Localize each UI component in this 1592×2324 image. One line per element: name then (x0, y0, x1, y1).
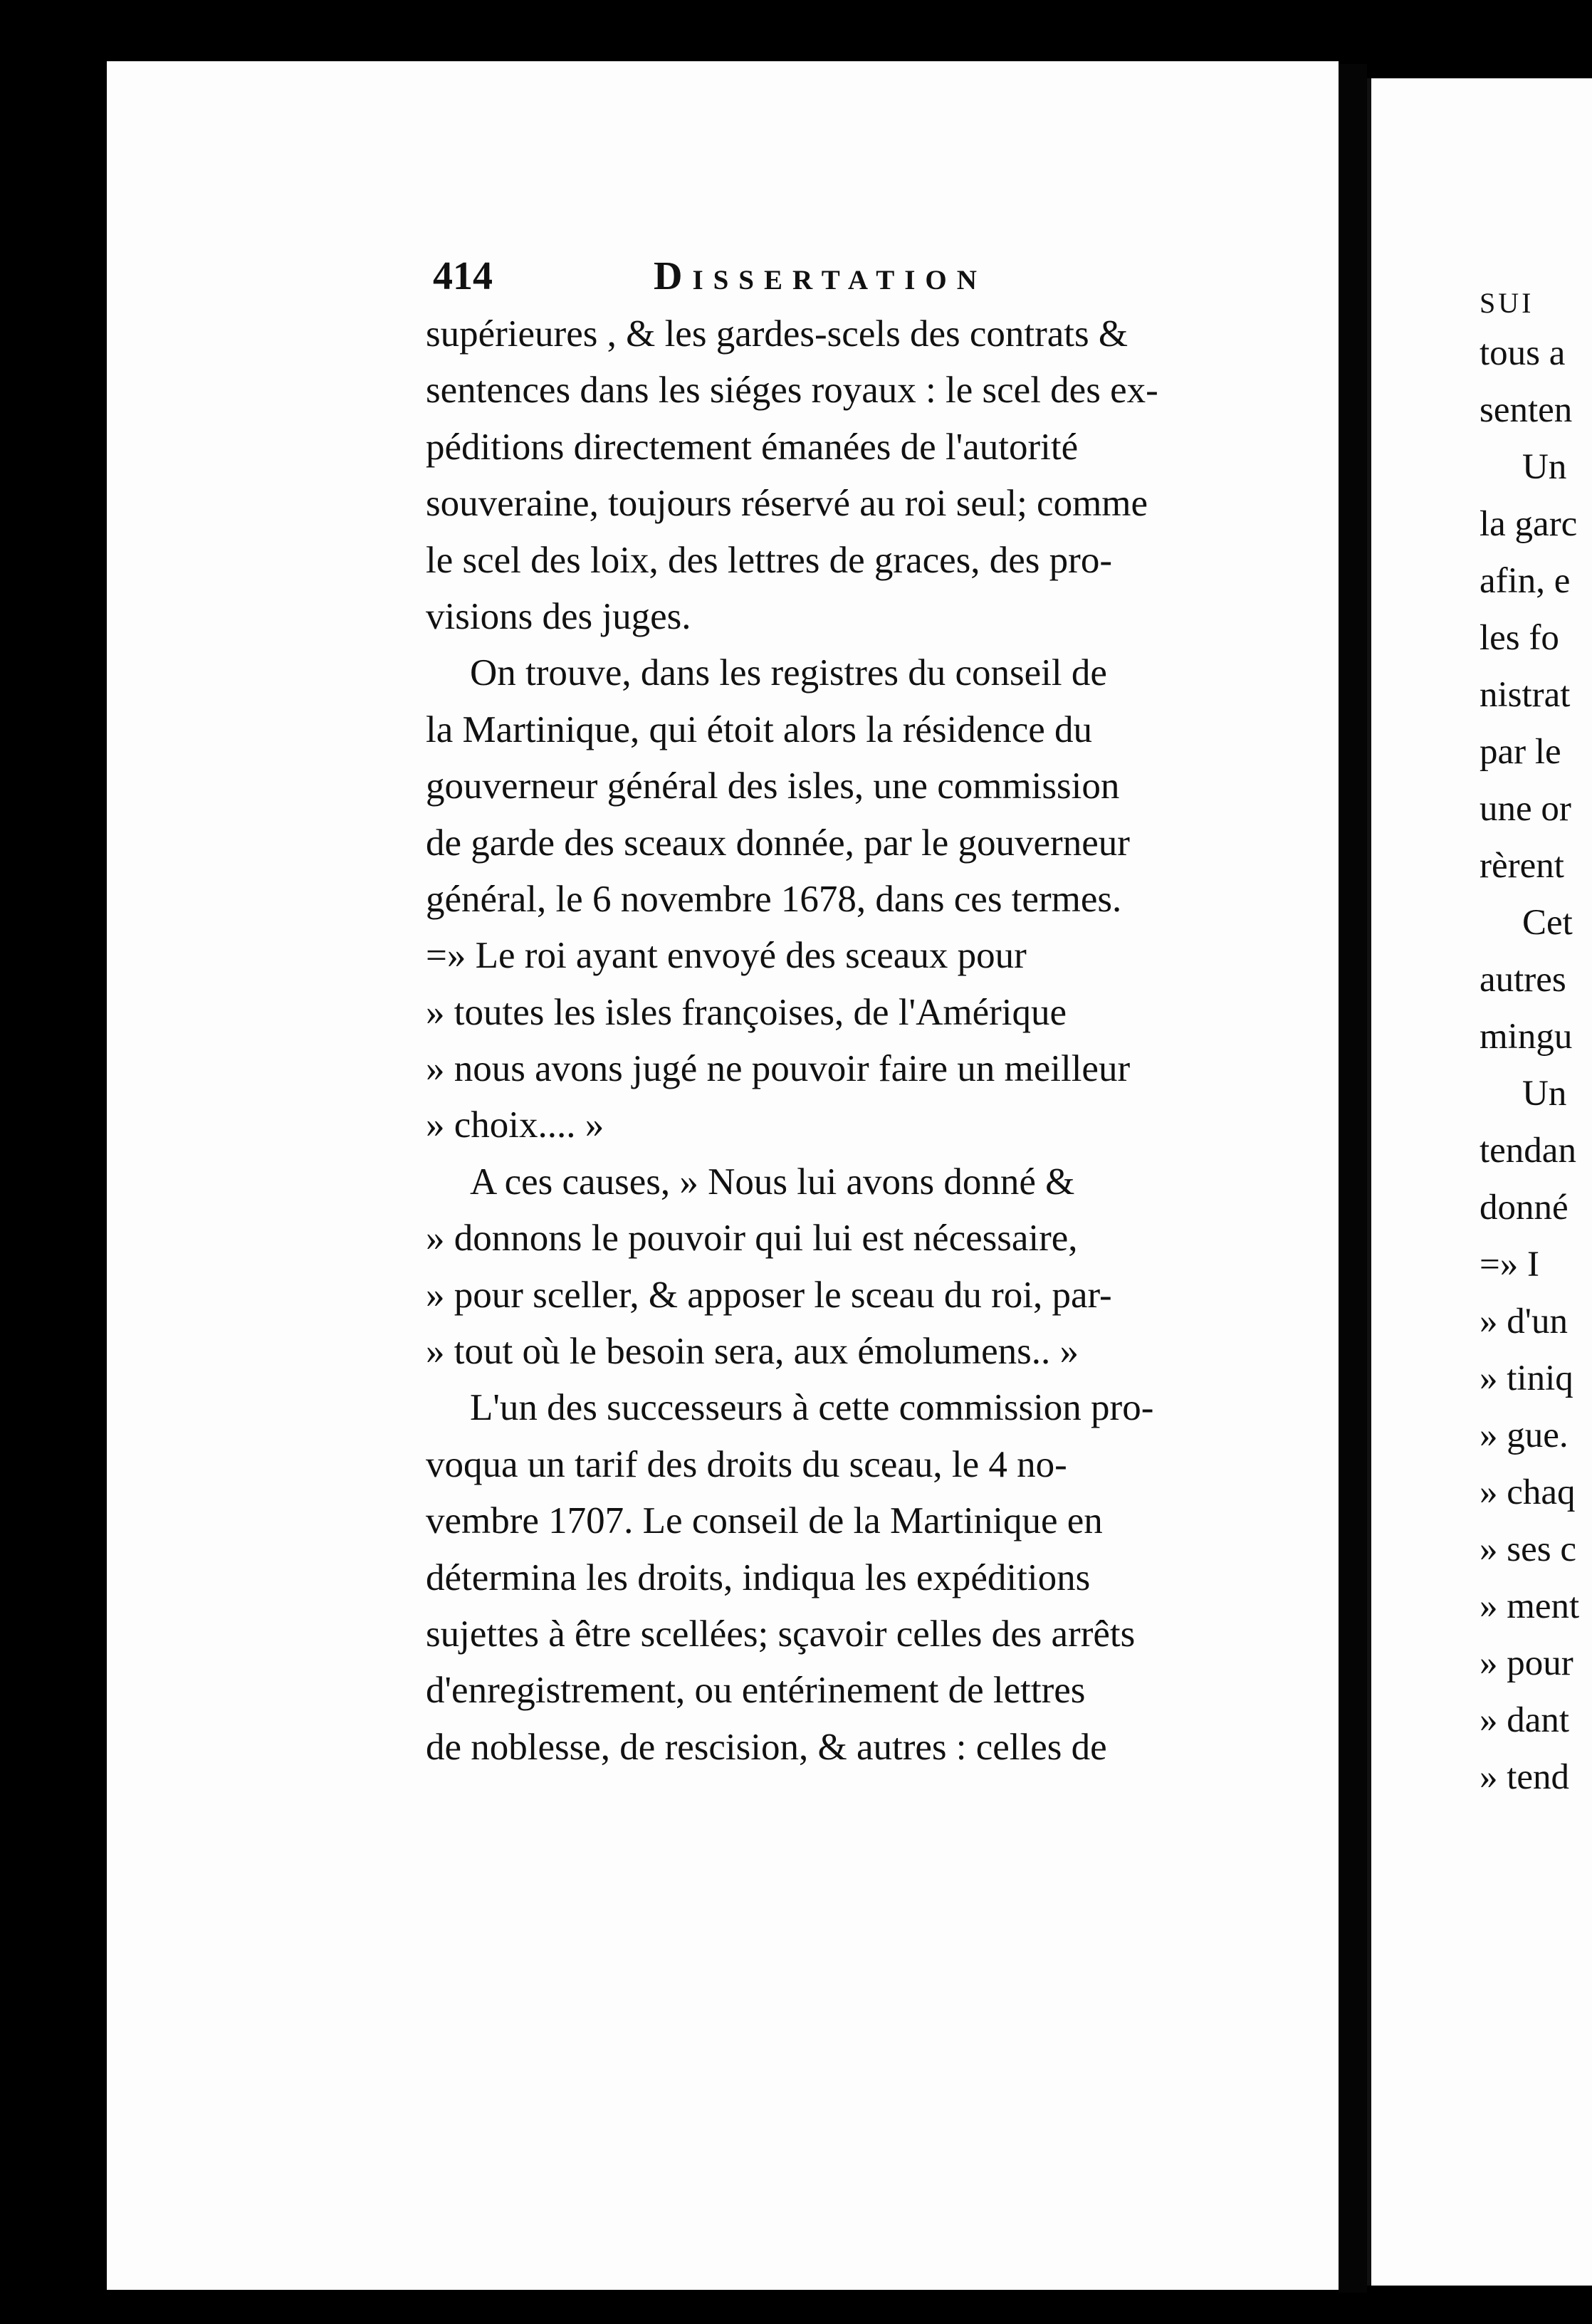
right-text-line: » gue. (1480, 1415, 1569, 1455)
text-line: A ces causes, » Nous lui avons donné & (470, 1161, 1075, 1203)
text-line: vembre 1707. Le conseil de la Martinique en (426, 1500, 1103, 1542)
text-line: » choix.... » (426, 1104, 604, 1146)
text-line: supérieures , & les gardes-scels des contrats & (426, 313, 1128, 355)
right-text-line: une or (1480, 789, 1571, 829)
right-text-line: les fo (1480, 618, 1559, 658)
text-line: péditions directement émanées de l'autorité (426, 426, 1079, 468)
right-text-line: senten (1480, 390, 1573, 430)
page-number: 414 (433, 254, 493, 298)
text-line: sujettes à être scellées; sçavoir celles des arrêts (426, 1613, 1136, 1655)
text-line: » pour sceller, & apposer le sceau du roi, par- (426, 1274, 1112, 1316)
text-line: L'un des successeurs à cette commission pro- (470, 1387, 1154, 1429)
right-text-line: afin, e (1480, 561, 1571, 601)
text-line: =» Le roi ayant envoyé des sceaux pour (426, 935, 1027, 977)
right-text-line: » ment (1480, 1586, 1580, 1626)
text-line: le scel des loix, des lettres de graces, des pro- (426, 539, 1112, 581)
right-text-line: tous a (1480, 333, 1566, 373)
text-line: » donnons le pouvoir qui lui est nécessaire, (426, 1218, 1078, 1260)
right-text-line: » ses c (1480, 1529, 1576, 1569)
text-line: général, le 6 novembre 1678, dans ces termes. (426, 878, 1122, 920)
right-text-line: » dant (1480, 1700, 1570, 1740)
right-text-line: =» I (1480, 1245, 1539, 1284)
right-text-line: mingu (1480, 1017, 1573, 1057)
right-text-line: » chaq (1480, 1472, 1576, 1512)
text-line: de garde des sceaux donnée, par le gouverneur (426, 822, 1130, 864)
text-line: la Martinique, qui étoit alors la résidence du (426, 708, 1093, 750)
text-line: » nous avons jugé ne pouvoir faire un meilleur (426, 1048, 1131, 1090)
body-text (426, 306, 1280, 1776)
text-line: gouverneur général des isles, une commission (426, 765, 1120, 807)
text-line: détermina les droits, indiqua les expéditions (426, 1556, 1091, 1598)
text-line: souveraine, toujours réservé au roi seul; comme (426, 483, 1148, 525)
right-text-line: rèrent (1480, 846, 1564, 886)
right-text-line: Un (1522, 1074, 1567, 1114)
running-title: Dissertation (654, 254, 987, 298)
right-text-line: Cet (1522, 903, 1573, 943)
right-text-line: autres (1480, 960, 1566, 1000)
text-line: » toutes les isles françoises, de l'Amérique (426, 991, 1067, 1033)
right-text-line: » tend (1480, 1757, 1570, 1797)
page-header (433, 253, 1273, 310)
text-line: sentences dans les siéges royaux : le scel des ex- (426, 370, 1158, 412)
right-text-line: » pour (1480, 1643, 1573, 1683)
text-line: de noblesse, de rescision, & autres : celles de (426, 1726, 1107, 1768)
text-line: visions des juges. (426, 595, 691, 637)
text-line: d'enregistrement, ou entérinement de lettres (426, 1670, 1086, 1712)
right-text-line: tendan (1480, 1131, 1576, 1171)
right-text-line: donné (1480, 1188, 1569, 1228)
right-text-line: nistrat (1480, 675, 1571, 715)
text-line: » tout où le besoin sera, aux émolumens.. » (426, 1331, 1079, 1373)
right-text-line: » tiniq (1480, 1359, 1573, 1398)
right-text-line: la garc (1480, 504, 1578, 544)
text-line: voqua un tarif des droits du sceau, le 4 no- (426, 1443, 1067, 1485)
right-text-line: par le (1480, 732, 1561, 772)
text-line: On trouve, dans les registres du conseil de (470, 652, 1107, 694)
book-gutter (1339, 64, 1367, 2293)
right-page-header: SUI (1480, 287, 1534, 319)
right-text-line: Un (1522, 447, 1567, 487)
right-text-line: » d'un (1480, 1302, 1568, 1341)
